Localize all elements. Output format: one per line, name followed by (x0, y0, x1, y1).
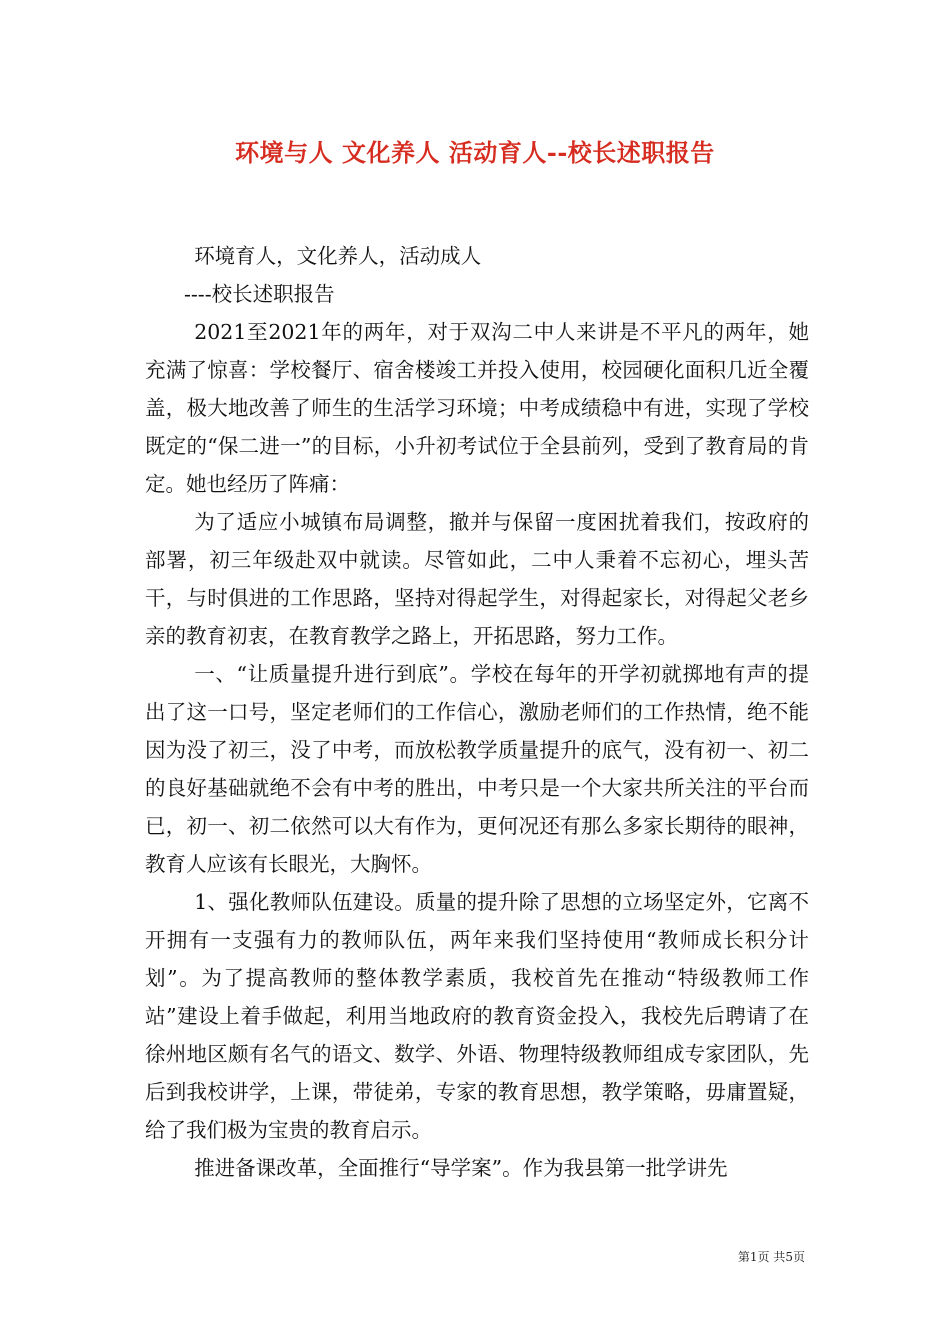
paragraph-lesson-prep: 推进备课改革，全面推行“导学案”。作为我县第一批学讲先 (194, 1156, 728, 1180)
footer-prefix: 第 (737, 1250, 750, 1264)
page-footer (738, 1248, 805, 1265)
document-title: 环境与人 文化养人 活动育人--校长述职报告 (235, 138, 715, 167)
paragraph-teachers: 1、强化教师队伍建设。质量的提升除了思想的立场坚定外，它离不开拥有一支强有力的教师队伍，两年来我们坚持使用“教师成长积分计划”。为了提高教师的整体教学素质，我校首先在推动“特级教师工作站”建设上着手做起，利用当地政府的教育资金投入，我校先后聘请了在徐州地区颇有名气的语文、数学、外语、物理特级教师组成专家团队，先后到我校讲学，上课，带徒弟，专家的教育思想，教学策略，毋庸置疑，给了我们极为宝贵的教育启示。 (145, 890, 809, 1142)
footer-page-number: 1 (749, 1250, 758, 1264)
paragraph-quality: 一、“让质量提升进行到底”。学校在每年的开学初就掷地有声的提出了这一口号，坚定老师们的工作信心，激励老师们的工作热情，绝不能因为没了初三，没了中考，而放松教学质量提升的底气，没有初一、初二的良好基础就绝不会有中考的胜出，中考只是一个大家共所关注的平台而已，初一、初二依然可以大有作为，更何况还有那么多家长期待的眼神，教育人应该有长眼光，大胸怀。 (145, 662, 809, 876)
paragraph-overview: 2021至2021年的两年，对于双沟二中人来讲是不平凡的两年，她充满了惊喜：学校餐厅、宿舍楼竣工并投入使用，校园硬化面积几近全覆盖，极大地改善了师生的生活学习环境；中考成绩稳中有进，实现了学校既定的“保二进一”的目标，小升初考试位于全县前列，受到了教育局的肯定。她也经历了阵痛： (145, 320, 809, 496)
paragraph-report-label: ----校长述职报告 (183, 282, 335, 306)
document-body (145, 237, 809, 1187)
footer-middle: 页 共 (757, 1250, 786, 1264)
paragraph-adjustment: 为了适应小城镇布局调整，撤并与保留一度困扰着我们，按政府的部署，初三年级赴双中就读。尽管如此，二中人秉着不忘初心，埋头苦干，与时俱进的工作思路，坚持对得起学生，对得起家长，对得起父老乡亲的教育初衷，在教育教学之路上，开拓思路，努力工作。 (145, 510, 809, 648)
footer-total-pages: 5 (785, 1250, 793, 1264)
footer-suffix: 页 (792, 1250, 805, 1264)
paragraph-subtitle: 环境育人，文化养人，活动成人 (194, 244, 482, 268)
